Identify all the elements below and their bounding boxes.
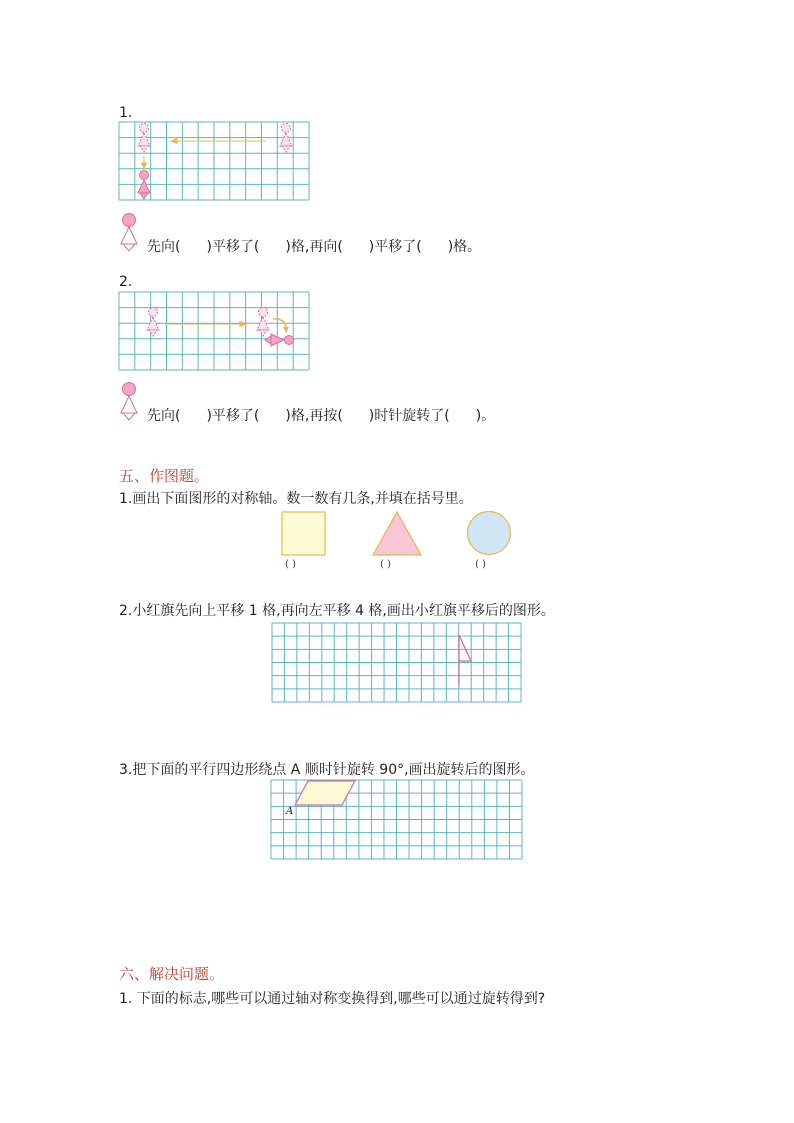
- q1-number: 1.: [119, 105, 133, 121]
- section6-task1: 1. 下面的标志,哪些可以通过轴对称变换得到,哪些可以通过旋转得到?: [119, 991, 546, 1007]
- q2-answer-sentence: [147, 407, 495, 425]
- q1-seg-3: )格,再向(: [285, 239, 343, 255]
- red-flag: [459, 635, 471, 685]
- q2-grid: [119, 292, 310, 371]
- q2-seg-2: )平移了(: [206, 408, 260, 424]
- q2-figure-translated: [257, 308, 269, 337]
- q1-answer-sentence: [147, 238, 481, 256]
- q2-seg-3: )格,再按(: [285, 408, 343, 424]
- q1-figure-icon: [120, 212, 138, 252]
- section5-title: 五、作图题。: [119, 467, 210, 485]
- point-a-label: A: [286, 806, 294, 817]
- q1-seg-4: )平移了(: [368, 239, 422, 255]
- q2-figure-icon: [120, 381, 138, 421]
- q1-arrow-left: [171, 139, 266, 144]
- q1-arrow-down: [142, 156, 147, 168]
- section6-title: 六、解决问题。: [119, 965, 225, 983]
- q2-figure-original: [147, 308, 159, 337]
- q2-figure-rotated: [265, 334, 294, 346]
- circle-answer-paren[interactable]: ( ): [475, 559, 486, 570]
- q2-seg-5: )。: [475, 408, 496, 424]
- symmetry-shapes: [280, 510, 520, 560]
- triangle-shape: [373, 512, 421, 555]
- triangle-answer-paren[interactable]: ( ): [380, 559, 391, 570]
- q2-seg-1: 先向(: [147, 408, 181, 424]
- q1-seg-1: 先向(: [147, 239, 181, 255]
- q1-seg-5: )格。: [447, 239, 482, 255]
- circle-shape: [468, 512, 511, 555]
- section5-task1: 1.画出下面图形的对称轴。数一数有几条,并填在括号里。: [119, 491, 473, 507]
- square-shape: [282, 512, 325, 555]
- q2-seg-4: )时针旋转了(: [368, 408, 450, 424]
- q1-grid: [119, 122, 310, 201]
- section5-task2: 2.小红旗先向上平移 1 格,再向左平移 4 格,画出小红旗平移后的图形。: [119, 603, 555, 619]
- square-answer-paren[interactable]: ( ): [285, 559, 296, 570]
- q2-rotate-arrow: [273, 319, 289, 333]
- q1-seg-2: )平移了(: [206, 239, 260, 255]
- flag-grid: [272, 623, 522, 703]
- parallelogram-grid: [271, 780, 523, 860]
- q2-arrow-right: [165, 322, 246, 327]
- section5-task3: 3.把下面的平行四边形绕点 A 顺时针旋转 90°,画出旋转后的图形。: [119, 762, 535, 778]
- q2-number: 2.: [119, 274, 133, 290]
